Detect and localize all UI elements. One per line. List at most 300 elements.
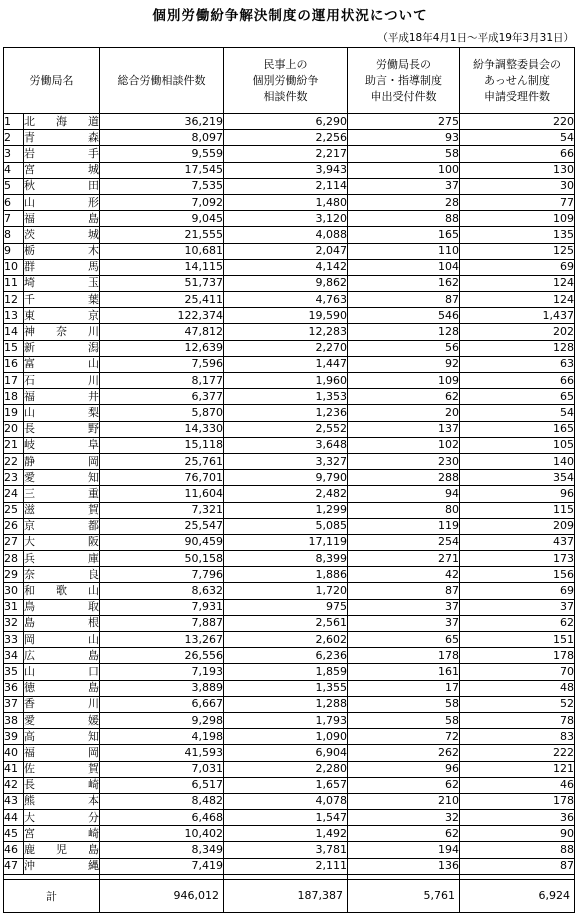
bureau-name-label: 和 歌 山 [24,584,99,598]
row-number: 2 [4,130,24,146]
mediation-cell: 36 [460,810,575,826]
table-row [4,826,575,842]
bureau-name [24,146,100,162]
bureau-name [24,227,100,243]
total-consultations-cell: 122,374 [100,308,224,324]
total-consultations-cell: 7,535 [100,178,224,194]
table-row [4,470,575,486]
bureau-name [24,211,100,227]
civil-dispute-cell: 6,290 [224,114,348,130]
bureau-name-label: 三 重 [24,486,99,500]
bureau-name-label: 沖 縄 [24,859,99,873]
bureau-name [24,810,100,826]
bureau-name-label: 北 海 道 [24,114,99,128]
total-row [4,879,575,912]
row-number: 44 [4,810,24,826]
row-number: 38 [4,712,24,728]
bureau-name-label: 兵 庫 [24,551,99,565]
table-row [4,534,575,550]
header-label: 労働局名 [29,73,74,87]
row-number: 15 [4,340,24,356]
mediation-cell: 54 [460,130,575,146]
civil-dispute-cell: 1,720 [224,583,348,599]
bureau-name [24,777,100,793]
mediation-cell: 109 [460,211,575,227]
bureau-name-label: 福 井 [24,389,99,403]
header-label: 民事上の 個別労働紛争 相談件数 [252,57,319,103]
mediation-cell: 105 [460,437,575,453]
table-row [4,696,575,712]
row-number: 3 [4,146,24,162]
bureau-name-label: 青 森 [24,130,99,144]
bureau-name [24,486,100,502]
civil-dispute-cell: 2,552 [224,421,348,437]
advice-guidance-cell: 62 [348,826,460,842]
bureau-name [24,793,100,809]
civil-dispute-cell: 1,859 [224,664,348,680]
mediation-cell: 178 [460,793,575,809]
bureau-name-label: 茨 城 [24,227,99,241]
civil-dispute-cell: 6,904 [224,745,348,761]
row-number: 47 [4,858,24,874]
row-number: 11 [4,275,24,291]
civil-dispute-cell: 9,790 [224,470,348,486]
total-consultations-cell: 6,468 [100,810,224,826]
table-row [4,664,575,680]
row-number: 35 [4,664,24,680]
table-row [4,551,575,567]
bureau-name [24,194,100,210]
table-row [4,793,575,809]
civil-dispute-cell: 9,862 [224,275,348,291]
row-number: 39 [4,729,24,745]
advice-guidance-cell: 92 [348,356,460,372]
row-number: 42 [4,777,24,793]
bureau-name [24,421,100,437]
mediation-cell: 1,437 [460,308,575,324]
bureau-name-label: 愛 媛 [24,713,99,727]
advice-guidance-cell: 262 [348,745,460,761]
row-number: 13 [4,308,24,324]
civil-dispute-cell: 1,960 [224,373,348,389]
bureau-name [24,648,100,664]
bureau-name-label: 埼 玉 [24,276,99,290]
total-consultations-cell: 4,198 [100,729,224,745]
civil-dispute-cell: 1,288 [224,696,348,712]
bureau-name [24,680,100,696]
bureau-name [24,712,100,728]
row-number: 9 [4,243,24,259]
bureau-name-label: 石 川 [24,373,99,387]
mediation-cell: 96 [460,486,575,502]
table-row [4,211,575,227]
advice-guidance-cell: 37 [348,599,460,615]
row-number: 29 [4,567,24,583]
total-consultations-cell: 10,681 [100,243,224,259]
total-consultations-cell: 25,547 [100,518,224,534]
table-row [4,712,575,728]
total-consultations-cell: 7,092 [100,194,224,210]
bureau-name-label: 京 都 [24,519,99,533]
total-consultations-cell: 7,931 [100,599,224,615]
bureau-name [24,551,100,567]
civil-dispute-cell: 1,657 [224,777,348,793]
bureau-name-label: 徳 島 [24,681,99,695]
bureau-name [24,340,100,356]
row-number: 17 [4,373,24,389]
bureau-name-label: 熊 本 [24,794,99,808]
row-number: 31 [4,599,24,615]
total-consultations-cell: 90,459 [100,534,224,550]
table-row [4,243,575,259]
mediation-cell: 70 [460,664,575,680]
advice-guidance-cell: 102 [348,437,460,453]
total-consultations-cell: 8,177 [100,373,224,389]
advice-guidance-cell: 37 [348,615,460,631]
table-row [4,340,575,356]
mediation-cell: 77 [460,194,575,210]
row-number: 23 [4,470,24,486]
row-number: 45 [4,826,24,842]
advice-guidance-cell: 546 [348,308,460,324]
table-row [4,453,575,469]
table-row [4,130,575,146]
total-consultations-cell: 9,298 [100,712,224,728]
table-row [4,810,575,826]
mediation-cell: 165 [460,421,575,437]
civil-dispute-cell: 1,236 [224,405,348,421]
mediation-cell: 63 [460,356,575,372]
table-row [4,356,575,372]
mediation-cell: 135 [460,227,575,243]
table-row [4,842,575,858]
total-consultations-cell: 7,321 [100,502,224,518]
civil-dispute-cell: 3,943 [224,162,348,178]
civil-dispute-cell: 2,217 [224,146,348,162]
bureau-name [24,502,100,518]
table-row [4,502,575,518]
bureau-name-label: 長 崎 [24,778,99,792]
advice-guidance-cell: 110 [348,243,460,259]
table-row [4,745,575,761]
bureau-name-label: 新 潟 [24,341,99,355]
table-row [4,194,575,210]
table-row [4,777,575,793]
bureau-name-label: 宮 崎 [24,826,99,840]
row-number: 21 [4,437,24,453]
civil-dispute-cell: 5,085 [224,518,348,534]
advice-guidance-cell: 58 [348,712,460,728]
bureau-name [24,356,100,372]
bureau-name-label: 富 山 [24,357,99,371]
table-row [4,729,575,745]
total-consultations-cell: 8,349 [100,842,224,858]
bureau-name [24,534,100,550]
civil-dispute-cell: 4,142 [224,259,348,275]
civil-dispute-cell: 4,088 [224,227,348,243]
row-number: 1 [4,114,24,130]
advice-guidance-cell: 94 [348,486,460,502]
bureau-name-label: 高 知 [24,729,99,743]
total-consultations-cell: 11,604 [100,486,224,502]
bureau-name [24,437,100,453]
bureau-name-label: 大 分 [24,810,99,824]
advice-guidance-cell: 37 [348,178,460,194]
civil-dispute-cell: 2,561 [224,615,348,631]
table-row [4,227,575,243]
civil-dispute-cell: 2,280 [224,761,348,777]
advice-guidance-cell: 288 [348,470,460,486]
bureau-name [24,761,100,777]
table-row [4,421,575,437]
mediation-cell: 121 [460,761,575,777]
bureau-name [24,178,100,194]
statistics-table [3,47,575,913]
advice-guidance-cell: 275 [348,114,460,130]
total-consultations-cell: 3,889 [100,680,224,696]
mediation-cell: 125 [460,243,575,259]
total-consultations-cell: 7,031 [100,761,224,777]
advice-guidance-cell: 161 [348,664,460,680]
table-row [4,146,575,162]
header-total-consultations [100,48,224,114]
total-consultations-cell: 13,267 [100,632,224,648]
bureau-name [24,729,100,745]
total-consultations-cell: 17,545 [100,162,224,178]
civil-dispute-cell: 2,256 [224,130,348,146]
advice-guidance-cell: 32 [348,810,460,826]
total-consultations-cell: 25,761 [100,453,224,469]
advice-guidance-cell: 271 [348,551,460,567]
table-row [4,178,575,194]
civil-dispute-cell: 2,270 [224,340,348,356]
advice-guidance-cell: 93 [348,130,460,146]
mediation-cell: 78 [460,712,575,728]
table-row [4,275,575,291]
table-row [4,389,575,405]
advice-guidance-cell: 194 [348,842,460,858]
civil-dispute-cell: 6,236 [224,648,348,664]
table-footer [4,874,575,912]
row-number: 8 [4,227,24,243]
table-row [4,373,575,389]
table-row [4,405,575,421]
table-header [4,48,575,114]
advice-guidance-cell: 87 [348,292,460,308]
row-number: 4 [4,162,24,178]
mediation-cell: 437 [460,534,575,550]
mediation-cell: 88 [460,842,575,858]
bureau-name [24,243,100,259]
total-consultations-cell: 7,419 [100,858,224,874]
table-row [4,761,575,777]
bureau-name [24,162,100,178]
advice-guidance-cell: 17 [348,680,460,696]
civil-dispute-cell: 2,114 [224,178,348,194]
table-row [4,162,575,178]
advice-guidance-cell: 162 [348,275,460,291]
bureau-name-label: 福 島 [24,211,99,225]
total-consultations-cell: 7,193 [100,664,224,680]
row-number: 12 [4,292,24,308]
bureau-name-label: 福 岡 [24,745,99,759]
mediation-cell: 202 [460,324,575,340]
total-consultations-cell: 9,559 [100,146,224,162]
advice-guidance-cell: 136 [348,858,460,874]
row-number: 41 [4,761,24,777]
row-number: 33 [4,632,24,648]
mediation-cell: 69 [460,583,575,599]
bureau-name-label: 群 馬 [24,260,99,274]
advice-guidance-cell: 65 [348,632,460,648]
mediation-cell: 222 [460,745,575,761]
advice-guidance-cell: 178 [348,648,460,664]
bureau-name [24,615,100,631]
advice-guidance-cell: 80 [348,502,460,518]
civil-dispute-cell: 975 [224,599,348,615]
row-number: 32 [4,615,24,631]
civil-dispute-sum: 187,387 [224,879,348,912]
total-consultations-cell: 47,812 [100,324,224,340]
civil-dispute-cell: 4,078 [224,793,348,809]
advice-guidance-cell: 109 [348,373,460,389]
row-number: 7 [4,211,24,227]
bureau-name-label: 静 岡 [24,454,99,468]
header-civil-dispute-consultations [224,48,348,114]
advice-guidance-cell: 128 [348,324,460,340]
civil-dispute-cell: 17,119 [224,534,348,550]
civil-dispute-cell: 1,547 [224,810,348,826]
bureau-name [24,275,100,291]
total-consultations-cell: 14,330 [100,421,224,437]
bureau-name-label: 鹿 児 島 [24,843,99,857]
bureau-name-label: 鳥 取 [24,600,99,614]
header-label: 紛争調整委員会の あっせん制度 申請受理件数 [473,57,561,103]
table-row [4,259,575,275]
advice-guidance-cell: 96 [348,761,460,777]
bureau-name-label: 栃 木 [24,244,99,258]
mediation-cell: 37 [460,599,575,615]
total-label: 計 [4,879,100,912]
advice-guidance-cell: 254 [348,534,460,550]
total-consultations-cell: 15,118 [100,437,224,453]
civil-dispute-cell: 3,120 [224,211,348,227]
total-consultations-cell: 12,639 [100,340,224,356]
date-range-subtitle: （平成18年4月1日～平成19年3月31日） [377,32,574,44]
table-row [4,518,575,534]
row-number: 36 [4,680,24,696]
civil-dispute-cell: 3,327 [224,453,348,469]
advice-guidance-cell: 100 [348,162,460,178]
civil-dispute-cell: 1,886 [224,567,348,583]
header-label: 労働局長の 助言・指導制度 申出受付件数 [365,57,442,103]
bureau-name-label: 広 島 [24,648,99,662]
row-number: 43 [4,793,24,809]
mediation-cell: 46 [460,777,575,793]
bureau-name-label: 神 奈 川 [24,325,99,339]
civil-dispute-cell: 2,047 [224,243,348,259]
table-row [4,680,575,696]
total-consultations-cell: 25,411 [100,292,224,308]
bureau-name [24,583,100,599]
header-mediation-applications [460,48,575,114]
table-row [4,308,575,324]
bureau-name [24,259,100,275]
total-consultations-cell: 6,667 [100,696,224,712]
total-consultations-cell: 10,402 [100,826,224,842]
civil-dispute-cell: 19,590 [224,308,348,324]
total-consultations-cell: 6,517 [100,777,224,793]
row-number: 5 [4,178,24,194]
row-number: 37 [4,696,24,712]
mediation-cell: 65 [460,389,575,405]
civil-dispute-cell: 2,111 [224,858,348,874]
civil-dispute-cell: 12,283 [224,324,348,340]
bureau-name [24,745,100,761]
advice-guidance-cell: 87 [348,583,460,599]
header-advice-guidance-requests [348,48,460,114]
row-number: 22 [4,453,24,469]
table-row [4,583,575,599]
mediation-sum: 6,924 [460,879,575,912]
mediation-cell: 30 [460,178,575,194]
bureau-name [24,292,100,308]
mediation-cell: 173 [460,551,575,567]
bureau-name [24,373,100,389]
bureau-name-label: 山 梨 [24,405,99,419]
mediation-cell: 62 [460,615,575,631]
table-row [4,324,575,340]
table-row [4,615,575,631]
bureau-name [24,858,100,874]
mediation-cell: 66 [460,373,575,389]
mediation-cell: 140 [460,453,575,469]
row-number: 27 [4,534,24,550]
civil-dispute-cell: 1,793 [224,712,348,728]
bureau-name [24,842,100,858]
civil-dispute-cell: 1,447 [224,356,348,372]
header-row [4,48,575,114]
civil-dispute-cell: 4,763 [224,292,348,308]
bureau-name [24,632,100,648]
advice-guidance-cell: 72 [348,729,460,745]
table-row [4,648,575,664]
advice-guidance-cell: 165 [348,227,460,243]
advice-guidance-cell: 137 [348,421,460,437]
bureau-name [24,453,100,469]
mediation-cell: 54 [460,405,575,421]
bureau-name-label: 山 形 [24,195,99,209]
table-row [4,858,575,874]
advice-guidance-sum: 5,761 [348,879,460,912]
bureau-name-label: 千 葉 [24,292,99,306]
total-consultations-cell: 7,796 [100,567,224,583]
total-consultations-cell: 8,632 [100,583,224,599]
mediation-cell: 83 [460,729,575,745]
mediation-cell: 209 [460,518,575,534]
advice-guidance-cell: 230 [348,453,460,469]
row-number: 30 [4,583,24,599]
total-consultations-cell: 8,482 [100,793,224,809]
advice-guidance-cell: 28 [348,194,460,210]
bureau-name [24,470,100,486]
civil-dispute-cell: 1,299 [224,502,348,518]
row-number: 25 [4,502,24,518]
advice-guidance-cell: 62 [348,389,460,405]
bureau-name-label: 岩 手 [24,146,99,160]
bureau-name [24,130,100,146]
bureau-name-label: 宮 城 [24,163,99,177]
